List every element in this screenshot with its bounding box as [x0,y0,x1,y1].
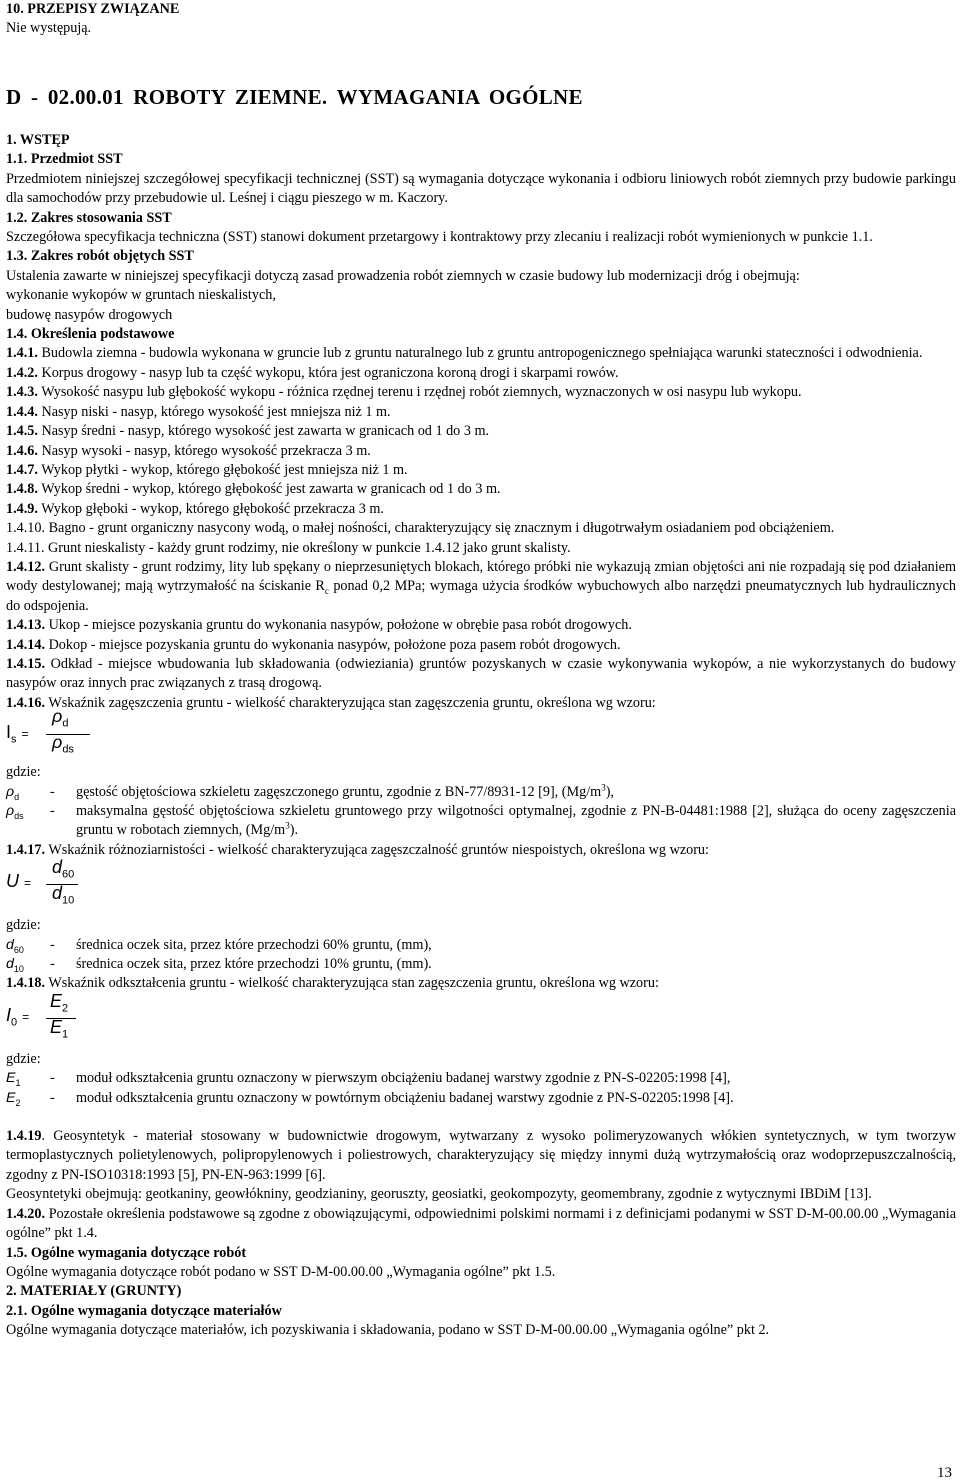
section-1-3-item-1: wykonanie wykopów w gruntach nieskalistych, [6,287,276,304]
symbol: $E_2$ [6,1089,21,1108]
symbol: $\rho_{ds}$ [6,803,24,821]
definition-number: 1.4.11. [6,539,45,556]
definition-text: Wskaźnik różnoziarnistości - wielkość charakteryzująca zagęszczalność gruntów niespoistych, określona wg wzoru: [48,841,709,858]
definition-1-4-5 [6,422,956,441]
definition-text: Budowla ziemna - budowla wykonana w gruncie lub z gruntu naturalnego lub z gruntu antropogenicznego spełniająca warunki stateczności i odwodnienia. [41,345,923,362]
definition-number: 1.4.2. [6,364,38,381]
definition-text: Nasyp wysoki - nasyp, którego wysokość przekracza 3 m. [41,442,371,459]
definition-1-4-19 [6,1127,956,1185]
definition-text: Wykop średni - wykop, którego głębokość jest zawarta w granicach od 1 do 3 m. [41,481,501,498]
section-1-5-heading: 1.5. Ogólne wymagania dotyczące robót [6,1244,247,1261]
definition-text: Odkład - miejsce wbudowania lub składowania (odwieziania) gruntów pozyskanych w czasie wykonywania wykopów, a nie wykorzystanych do budowy nasypów oraz innych prac związanych z trasą drogową. [6,655,956,692]
formula-lhs: U = [6,871,32,892]
symbol: $d_{60}$ [6,936,24,955]
section-1-5-text: Ogólne wymagania dotyczące robót podano w SST D-M-00.00.00 „Wymagania ogólne” pkt 1.5. [6,1263,556,1280]
symbol-def-rho-ds: $\rho_{ds}$ - maksymalna gęstość objętościowa szkieletu gruntowego przy wilgotności optymalnej, zgodnie z PN-B-04481:1988 [2], służąca do oceny zagęszczenia gruntu w robotach ziemnych, $(Mg/m^3)$. [6,802,956,841]
definition-1-4-8 [6,480,956,499]
symbol-description: moduł odkształcenia gruntu oznaczony w pierwszym obciążeniu badanej warstwy zgodnie z PN-S-02205:1998 [4], [76,1070,731,1087]
symbol: $\rho_d$ [6,783,20,802]
formula-uniformity-coefficient [6,857,956,916]
definition-subscript: c [324,586,329,597]
section-1-1-text: Przedmiotem niniejszej szczegółowej specyfikacji technicznej (SST) są wymagania dotyczące wykonania i odbioru liniowych robót ziemnych przy budowie parkingu dla samochodów przy przebudowie ul. Leśnej i ciągu pieszego w m. Kaczory. [6,170,956,207]
definition-number: 1.4.18. [6,975,46,992]
symbol-description: gęstość objętościowa szkieletu zagęszczonego gruntu, zgodnie z BN-77/8931-12 [9], $(Mg/m^3)$, [76,781,614,800]
definition-1-4-3 [6,383,956,402]
definition-1-4-16 [6,694,956,713]
definition-text: Korpus drogowy - nasyp lub ta część wykopu, która jest ograniczona koroną drogi i skarpami rowów. [41,364,619,381]
section-1-4-heading: 1.4. Określenia podstawowe [6,326,175,343]
definition-number: 1.4.6. [6,442,38,459]
definition-1-4-18 [6,974,956,993]
definition-text: Grunt nieskalisty - każdy grunt rodzimy, nie określony w punkcie 1.4.12 jako grunt skalisty. [48,539,571,556]
definition-number: 1.4.7. [6,461,38,478]
section-1-2-text: Szczegółowa specyfikacja techniczna (SST) stanowi dokument przetargowy i kontraktowy przy zlecaniu i realizacji robót wymienionych w punkcie 1.1. [6,229,873,246]
definition-number: 1.4.16. [6,694,46,711]
section-2-1-heading: 2.1. Ogólne wymagania dotyczące materiałów [6,1302,282,1319]
document-title: D - 02.00.01 ROBOTY ZIEMNE. WYMAGANIA OGÓLNE [6,85,583,109]
definition-1-4-6 [6,442,956,461]
definition-text: Pozostałe określenia podstawowe są zgodne z obowiązującymi, odpowiednimi polskimi normami i z definicjami podanymi w SST D-M-00.00.00 „Wymagania ogólne” pkt 1.4. [6,1205,957,1242]
definition-1-4-14 [6,636,956,655]
symbol-description: maksymalna gęstość objętościowa szkieletu gruntowego przy wilgotności optymalnej, zgodnie z PN-B-04481:1988 [2], służąca do oceny zagęszczenia gruntu w robotach ziemnych, $(Mg/m^3)$. [76,803,956,839]
symbol-def-e1: $E_1$ - moduł odkształcenia gruntu oznaczony w pierwszym obciążeniu badanej warstwy zgodnie z PN-S-02205:1998 [4], [6,1069,956,1088]
definition-number: 1.4.20. [6,1205,46,1222]
section-1-3-text: Ustalenia zawarte w niniejszej specyfikacji dotyczą zasad prowadzenia robót ziemnych w czasie budowy lub modernizacji dróg i obejmują: [6,267,800,284]
formula-compaction-index [6,706,956,763]
definition-text: Nasyp średni - nasyp, którego wysokość jest zawarta w granicach od 1 do 3 m. [41,423,490,440]
definition-text: Ukop - miejsce pozyskania gruntu do wykonania nasypów, położone w obrębie pasa robót drogowych. [48,617,632,634]
definition-1-4-7 [6,461,956,480]
definition-text: Dokop - miejsce pozyskania gruntu do wykonania nasypów, położone poza pasem robót drogowych. [48,636,621,653]
formula-denominator: $d_{10}$ [52,883,75,907]
definition-text: Bagno - grunt organiczny nasycony wodą, o małej nośności, charakteryzujący się znacznym i długotrwałym osiadaniem pod obciążeniem. [48,520,835,537]
definition-number: 1.4.9. [6,500,38,517]
definition-number: 1.4.5. [6,423,38,440]
definition-1-4-19-cont: Geosyntetyki obejmują: geotkaniny, geowłókniny, geodzianiny, georuszty, geosiatki, geokompozyty, geomembrany, zgodnie z wytycznymi IBDiM [13]. [6,1186,872,1203]
definition-1-4-2 [6,364,956,383]
formula-numerator: $\rho_d$ [52,706,69,730]
where-label: gdzie: [6,764,41,781]
section-10-text: Nie występują. [6,20,92,37]
definition-text: Nasyp niski - nasyp, którego wysokość jest mniejsza niż 1 m. [41,403,391,420]
symbol-description: średnica oczek sita, przez które przechodzi 10% gruntu, (mm). [76,956,432,973]
definition-number: 1.4.10. [6,520,46,537]
definition-text: Wskaźnik odkształcenia gruntu - wielkość charakteryzująca stan zagęszczenia gruntu, określona wg wzoru: [48,975,659,992]
definition-text: . Geosyntetyk - materiał stosowany w budownictwie drogowym, wytwarzany z wysoko polimeryzowanych włókien syntetycznych, w tym tworzyw termoplastycznych polietylenowych, polipropylenowych i poliestrowych, charakteryzujący się między innymi dużą wytrzymałością oraz wodoprzepuszczalnością, zgodny z PN-ISO10318:1993 [5], PN-EN-963:1999 [6]. [6,1128,956,1183]
section-1-heading: 1. WSTĘP [6,132,70,148]
formula-numerator: $E_2$ [50,990,69,1015]
definition-text: Grunt skalisty - grunt rodzimy, lity lub spękany o nieprzesuniętych blokach, którego próbki nie wykazują zmian objętości ani nie rozpadają się pod działaniem wody destylowanej; mają wytrzymałość na ściskanie R [6,558,957,595]
section-2-heading: 2. MATERIAŁY (GRUNTY) [6,1283,182,1300]
section-1-1-heading: 1.1. Przedmiot SST [6,151,123,168]
definition-1-4-17 [6,841,956,860]
definition-text-cont: ponad 0,2 MPa; wymaga użycia środków wybuchowych albo narzędzi pneumatycznych lub hydraulicznych do odspojenia. [6,578,956,614]
page-number: 13 [937,1465,952,1481]
section-10-heading: 10. PRZEPISY ZWIĄZANE [6,1,180,17]
definition-number: 1.4.15. [6,655,46,672]
section-2-1-text: Ogólne wymagania dotyczące materiałów, ich pozyskiwania i składowania, podano w SST D-M-00.00.00 „Wymagania ogólne” pkt 2. [6,1322,770,1339]
definition-number: 1.4.12. [6,558,46,575]
definition-1-4-12 [6,558,956,616]
definition-number: 1.4.13. [6,617,46,634]
formula-denominator: $\rho_{ds}$ [52,732,74,756]
definition-1-4-11 [6,539,956,558]
definition-text: Wskaźnik zagęszczenia gruntu - wielkość charakteryzująca stan zagęszczenia gruntu, określona wg wzoru: [48,694,656,711]
formula-denominator: $E_1$ [50,1016,69,1041]
definition-number: 1.4.4. [6,403,38,420]
definition-1-4-4 [6,403,956,422]
definition-1-4-20 [6,1205,956,1244]
definition-1-4-10 [6,519,956,538]
section-1-3-item-2: budowę nasypów drogowych [6,306,173,323]
definition-1-4-13 [6,616,956,635]
formula-deformation-index [6,990,956,1050]
formula-numerator: $d_{60}$ [52,857,75,881]
definition-text: Wykop głęboki - wykop, którego głębokość przekracza 3 m. [41,500,384,517]
section-1-3-heading: 1.3. Zakres robót objętych SST [6,248,194,265]
definition-number: 1.4.8. [6,481,38,498]
symbol: $E_1$ [6,1070,21,1089]
where-label: gdzie: [6,1050,41,1067]
section-1-2-heading: 1.2. Zakres stosowania SST [6,209,172,226]
definition-number: 1.4.3. [6,384,38,401]
definition-number: 1.4.17. [6,841,46,858]
formula-lhs: $I_0$ = [6,1004,30,1029]
formula-lhs: $I_s$ = [6,722,29,746]
symbol: $d_{10}$ [6,956,24,974]
definition-text: Wysokość nasypu lub głębokość wykopu - różnica rzędnej terenu i rzędnej robót ziemnych, wyznaczonych w osi nasypu lub wykopu. [41,384,802,401]
symbol-description: moduł odkształcenia gruntu oznaczony w powtórnym obciążeniu badanej warstwy zgodnie z PN-S-02205:1998 [4]. [76,1089,734,1106]
definition-1-4-1 [6,344,956,363]
definition-text: Wykop płytki - wykop, którego głębokość jest mniejsza niż 1 m. [41,461,408,478]
definition-number: 1.4.19 [6,1128,42,1145]
definition-number: 1.4.1. [6,345,38,362]
symbol-def-d10: $d_{10}$ - średnica oczek sita, przez które przechodzi 10% gruntu, (mm). [6,955,956,974]
symbol-def-d60: $d_{60}$ - średnica oczek sita, przez które przechodzi 60% gruntu, (mm), [6,936,956,955]
symbol-def-e2: $E_2$ - moduł odkształcenia gruntu oznaczony w powtórnym obciążeniu badanej warstwy zgodnie z PN-S-02205:1998 [4]. [6,1089,956,1108]
symbol-description: średnica oczek sita, przez które przechodzi 60% gruntu, (mm), [76,936,432,953]
definition-number: 1.4.14. [6,636,46,653]
where-label: gdzie: [6,917,41,934]
definition-1-4-9 [6,500,956,519]
definition-1-4-15 [6,655,956,694]
symbol-def-rho-d: $\rho_d$ - gęstość objętościowa szkieletu zagęszczonego gruntu, zgodnie z BN-77/8931-12 [9], $(Mg/m^3)$, [6,783,956,802]
